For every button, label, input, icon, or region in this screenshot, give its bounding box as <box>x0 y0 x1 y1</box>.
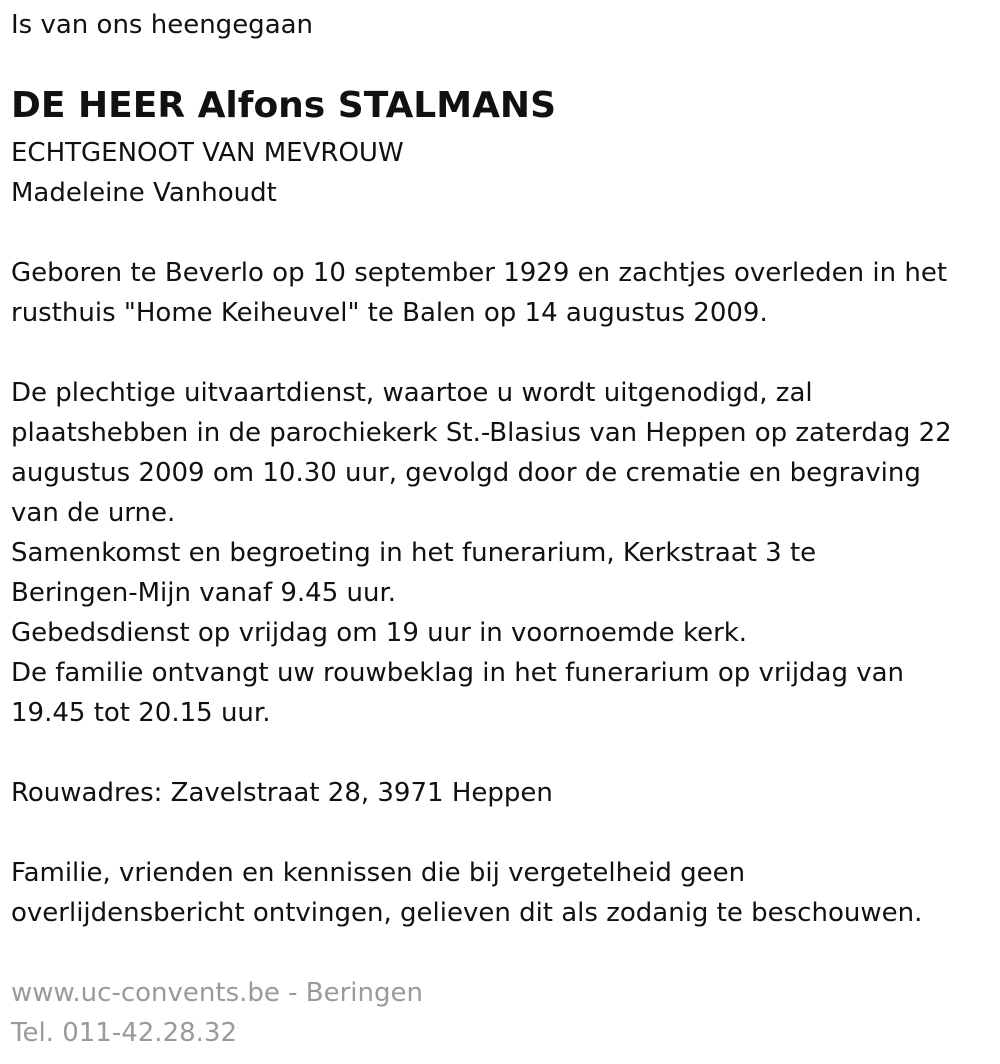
service-line: van de urne. <box>11 498 176 528</box>
service-paragraph <box>11 373 952 733</box>
spouse-name: Madeleine Vanhoudt <box>11 178 277 208</box>
mourning-address: Rouwadres: Zavelstraat 28, 3971 Heppen <box>11 778 553 808</box>
service-line: Samenkomst en begroeting in het funerarium, Kerkstraat 3 te <box>11 538 817 568</box>
deceased-name: DE HEER Alfons STALMANS <box>11 85 556 126</box>
service-line: De familie ontvangt uw rouwbeklag in het funerarium op vrijdag van <box>11 658 905 688</box>
service-line: 19.45 tot 20.15 uur. <box>11 698 271 728</box>
spouse-section <box>11 133 404 213</box>
notice-paragraph <box>11 853 922 933</box>
birth-death-paragraph <box>11 253 947 333</box>
service-line: Beringen-Mijn vanaf 9.45 uur. <box>11 578 397 608</box>
service-line: plaatshebben in de parochiekerk St.-Blasius van Heppen op zaterdag 22 <box>11 418 952 448</box>
birth-death-line: rusthuis "Home Keiheuvel" te Balen op 14 augustus 2009. <box>11 298 768 328</box>
intro-text: Is van ons heengegaan <box>11 10 314 40</box>
notice-line: overlijdensbericht ontvingen, gelieven dit als zodanig te beschouwen. <box>11 898 923 928</box>
footer-website[interactable]: www.uc-convents.be - Beringen <box>11 978 423 1008</box>
service-line: augustus 2009 om 10.30 uur, gevolgd door de crematie en begraving <box>11 458 921 488</box>
footer <box>11 973 423 1053</box>
service-line: Gebedsdienst op vrijdag om 19 uur in voornoemde kerk. <box>11 618 748 648</box>
footer-phone: Tel. 011-42.28.32 <box>11 1018 238 1048</box>
notice-line: Familie, vrienden en kennissen die bij vergetelheid geen <box>11 858 746 888</box>
birth-death-line: Geboren te Beverlo op 10 september 1929 en zachtjes overleden in het <box>11 258 948 288</box>
address-section <box>11 773 553 813</box>
spouse-relation: ECHTGENOOT VAN MEVROUW <box>11 138 404 168</box>
service-line: De plechtige uitvaartdienst, waartoe u wordt uitgenodigd, zal <box>11 378 813 408</box>
